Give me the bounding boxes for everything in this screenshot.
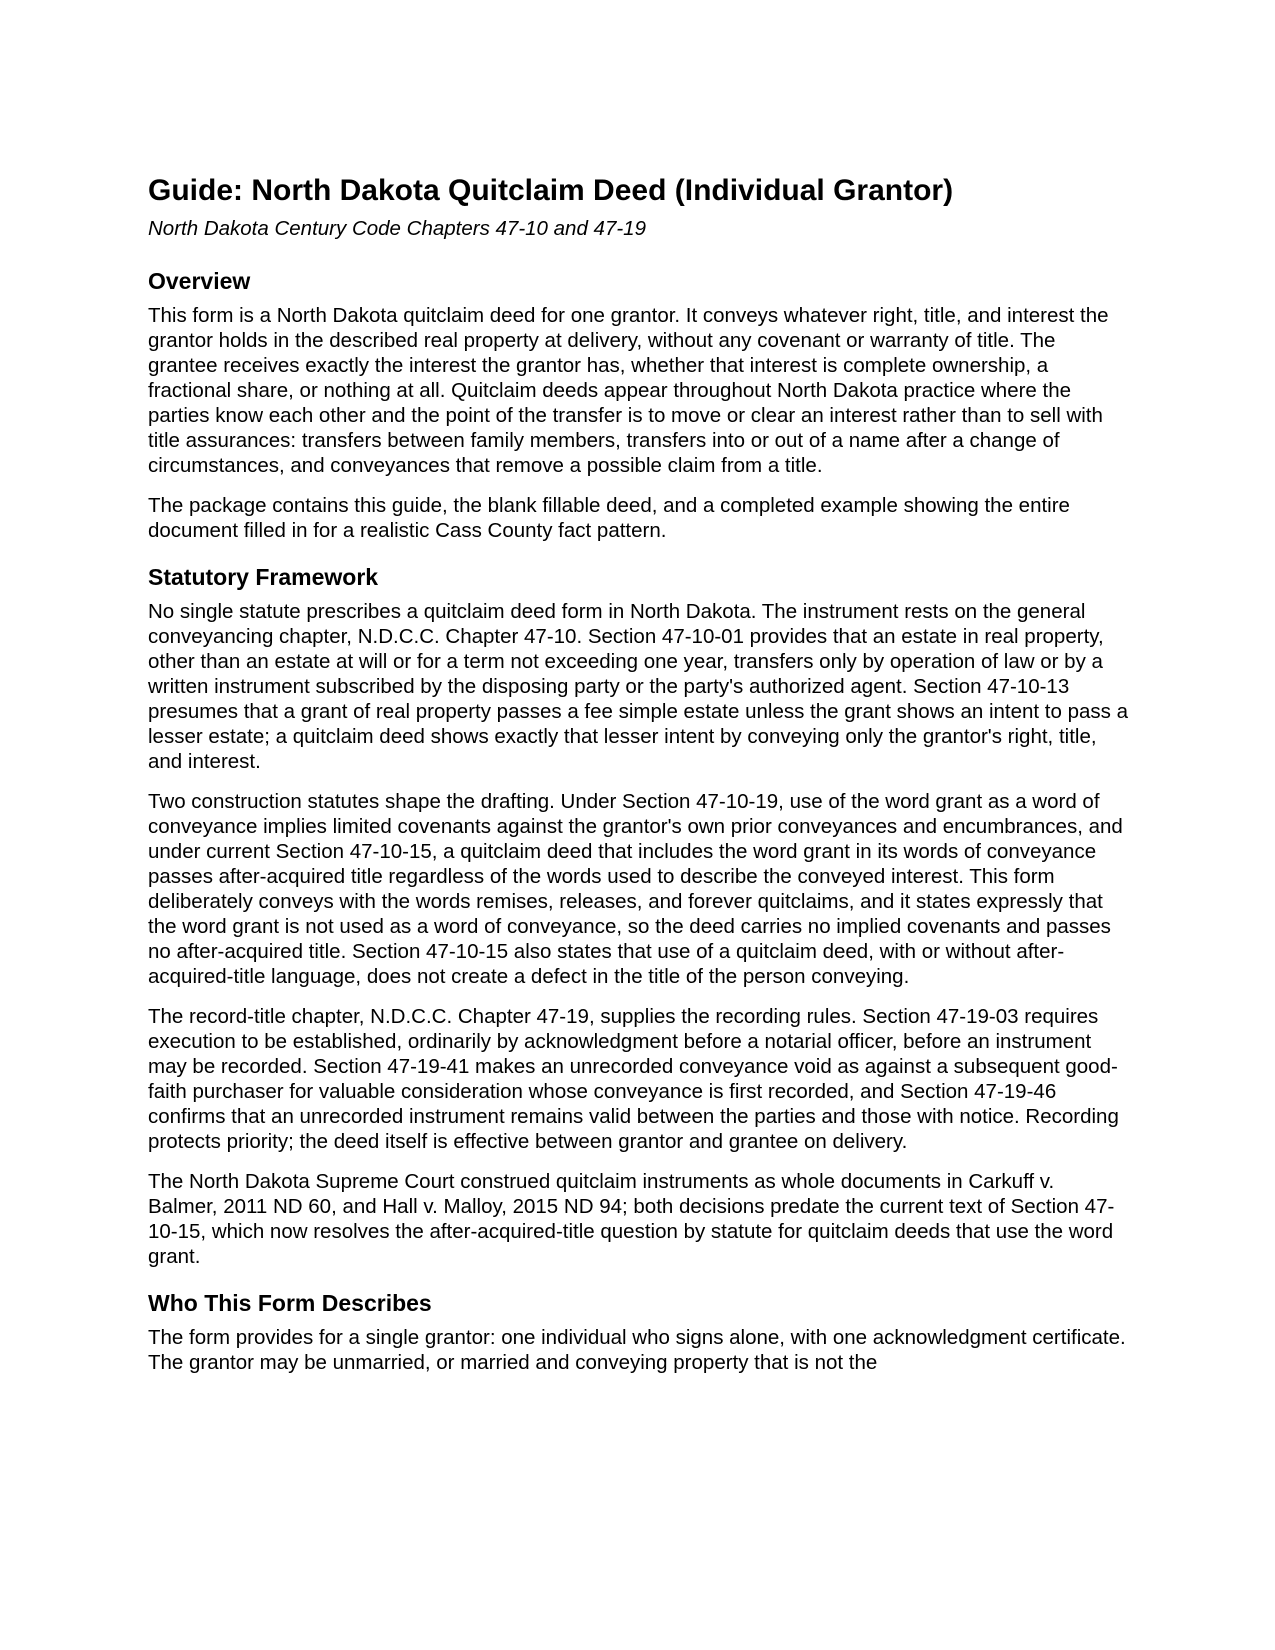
overview-paragraph-1: This form is a North Dakota quitclaim deed for one grantor. It conveys whatever right, title, and interest the grantor holds in the described real property at delivery, without any covenant or warranty of title. The grantee receives exactly the interest the grantor has, whether that interest is complete ownership, a fractional share, or nothing at all. Quitclaim deeds appear throughout North Dakota practice where the parties know each other and the point of the transfer is to move or clear an interest rather than to sell with title assurances: transfers between family members, transfers into or out of a name after a change of circumstances, and conveyances that remove a possible claim from a title. [148,304,1109,477]
statutory-paragraph-1: No single statute prescribes a quitclaim deed form in North Dakota. The instrument rests on the general conveyancing chapter, N.D.C.C. Chapter 47-10. Section 47-10-01 provides that an estate in real property, other than an estate at will or for a term not exceeding one year, transfers only by operation of law or by a written instrument subscribed by the disposing party or the party's authorized agent. Section 47-10-13 presumes that a grant of real property passes a fee simple estate unless the grant shows an intent to pass a lesser estate; a quitclaim deed shows exactly that lesser intent by conveying only the grantor's right, title, and interest. [148,600,1128,773]
statutory-paragraph-3: The record-title chapter, N.D.C.C. Chapter 47-19, supplies the recording rules. Section 47-19-03 requires execution to be established, ordinarily by acknowledgment before a notarial officer, before an instrument may be recorded. Section 47-19-41 makes an unrecorded conveyance void as against a subsequent good-faith purchaser for valuable consideration whose conveyance is first recorded, and Section 47-19-46 confirms that an unrecorded instrument remains valid between the parties and those with notice. Recording protects priority; the deed itself is effective between grantor and grantee on delivery. [148,1005,1119,1153]
document-title: Guide: North Dakota Quitclaim Deed (Individual Grantor) [148,174,954,207]
who-paragraph-1: The form provides for a single grantor: one individual who signs alone, with one acknowledgment certificate. The grantor may be unmarried, or married and conveying property that is not the [148,1326,1126,1374]
statutory-paragraph-4: The North Dakota Supreme Court construed quitclaim instruments as whole documents in Carkuff v. Balmer, 2011 ND 60, and Hall v. Malloy, 2015 ND 94; both decisions predate the current text of Section 47-10-15, which now resolves the after-acquired-title question by statute for quitclaim deeds that use the word grant. [148,1170,1115,1268]
document-subtitle: North Dakota Century Code Chapters 47-10 and 47-19 [148,217,646,240]
section-heading-overview: Overview [148,268,251,294]
statutory-paragraph-2: Two construction statutes shape the drafting. Under Section 47-10-19, use of the word grant as a word of conveyance implies limited covenants against the grantor's own prior conveyances and encumbrances, and under current Section 47-10-15, a quitclaim deed that includes the word grant in its words of conveyance passes after-acquired title regardless of the words used to describe the conveyed interest. This form deliberately conveys with the words remises, releases, and forever quitclaims, and it states expressly that the word grant is not used as a word of conveyance, so the deed carries no implied covenants and passes no after-acquired title. Section 47-10-15 also states that use of a quitclaim deed, with or without after-acquired-title language, does not create a defect in the title of the person conveying. [148,790,1123,988]
section-heading-statutory-framework: Statutory Framework [148,564,379,590]
document-page [148,173,1128,1375]
overview-paragraph-2: The package contains this guide, the blank fillable deed, and a completed example showing the entire document filled in for a realistic Cass County fact pattern. [148,494,1070,542]
section-heading-who-this-form-describes: Who This Form Describes [148,1290,432,1316]
